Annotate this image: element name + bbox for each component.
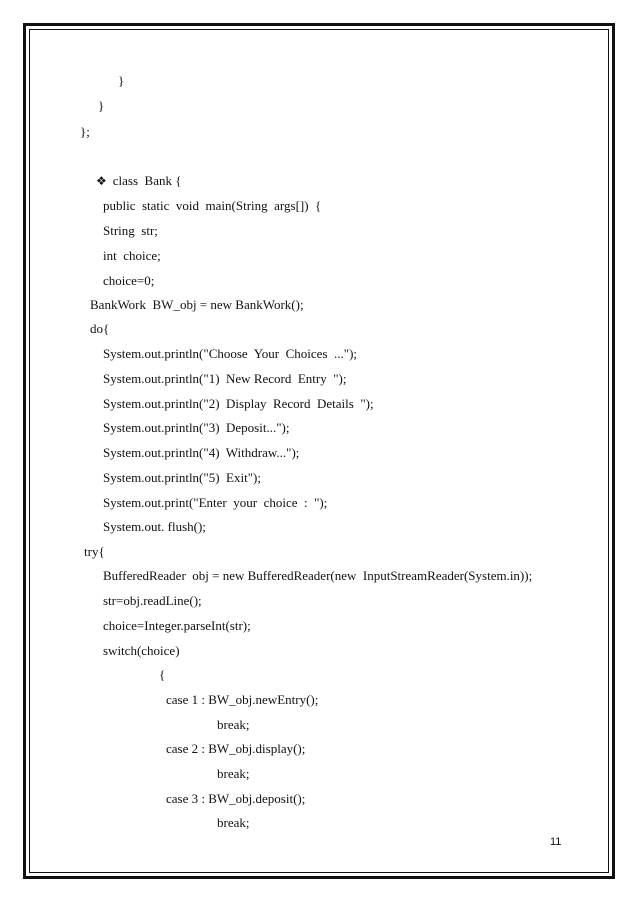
code-line: int choice; xyxy=(103,248,161,263)
code-line: case 3 : BW_obj.deposit(); xyxy=(166,791,306,806)
code-line: case 2 : BW_obj.display(); xyxy=(166,741,306,756)
code-line: BufferedReader obj = new BufferedReader(new InputStreamReader(System.in)); xyxy=(103,568,533,583)
code-line: break; xyxy=(217,815,250,830)
code-line: { xyxy=(159,667,166,682)
code-line: System.out.println("1) New Record Entry "); xyxy=(103,371,347,386)
code-line: System.out.println("4) Withdraw..."); xyxy=(103,445,300,460)
code-line: case 1 : BW_obj.newEntry(); xyxy=(166,692,319,707)
code-line: System.out.println("Choose Your Choices ..."); xyxy=(103,346,358,361)
code-line: String str; xyxy=(103,223,158,238)
code-line: try{ xyxy=(84,544,105,559)
page-number: 11 xyxy=(550,836,562,848)
code-line: choice=Integer.parseInt(str); xyxy=(103,618,251,633)
code-line: System.out. flush(); xyxy=(103,519,206,534)
code-line: System.out.println("5) Exit"); xyxy=(103,470,261,485)
code-text: class Bank { xyxy=(112,173,182,188)
class-heading-line xyxy=(96,173,181,189)
code-line: do{ xyxy=(90,321,110,336)
code-line: } xyxy=(118,73,125,88)
diamond-bullet-icon: ❖ xyxy=(96,174,107,188)
code-line: break; xyxy=(217,766,250,781)
code-line: break; xyxy=(217,717,250,732)
code-line: } xyxy=(98,98,105,113)
code-line: System.out.println("2) Display Record Details "); xyxy=(103,396,374,411)
code-line: }; xyxy=(80,124,90,139)
code-line: System.out.print("Enter your choice : "); xyxy=(103,495,328,510)
code-line: switch(choice) xyxy=(103,643,180,658)
code-line: choice=0; xyxy=(103,273,155,288)
code-line: System.out.println("3) Deposit..."); xyxy=(103,420,290,435)
code-line: BankWork BW_obj = new BankWork(); xyxy=(90,297,304,312)
code-line: str=obj.readLine(); xyxy=(103,593,202,608)
code-line: public static void main(String args[]) { xyxy=(103,198,322,213)
